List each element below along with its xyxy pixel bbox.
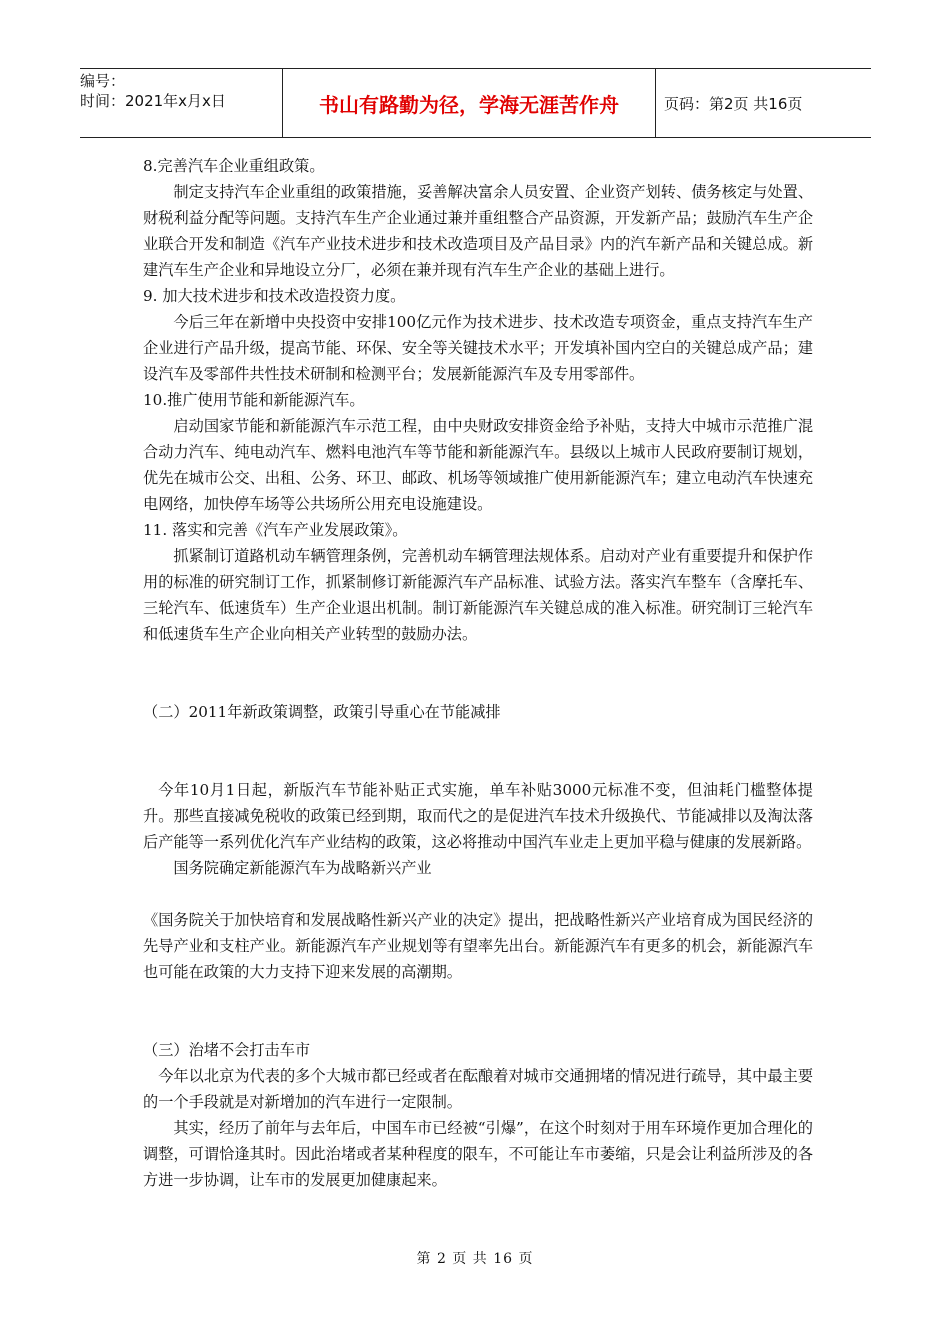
heading-8: 8.完善汽车企业重组政策。 [143, 157, 325, 175]
heading-11: 11. 落实和完善《汽车产业发展政策》。 [143, 521, 408, 539]
section-3-paragraph-1: 今年以北京为代表的多个大城市都已经或者在酝酿着对城市交通拥堵的情况进行疏导，其中最主要的一个手段就是对新增加的汽车进行一定限制。 [143, 1067, 813, 1111]
header-page-label: 页码：第2页 共16页 [664, 94, 803, 113]
header-motto: 书山有路勤为径，学海无涯苦作舟 [283, 69, 656, 137]
heading-9: 9. 加大技术进步和技术改造投资力度。 [143, 287, 406, 305]
section-2-subtitle: 国务院确定新能源汽车为战略新兴产业 [173, 859, 432, 877]
section-3-paragraph-2: 其实，经历了前年与去年后，中国车市已经被“引爆”，在这个时刻对于用车环境作更加合理化的调整，可谓恰逢其时。因此治堵或者某种程度的限车，不可能让车市萎缩，只是会让利益所涉及的各方进一步协调，让车市的发展更加健康起来。 [143, 1119, 813, 1189]
section-2-title: （二）2011年新政策调整，政策引导重心在节能减排 [143, 703, 501, 721]
header-meta [80, 69, 283, 137]
section-2-paragraph-1: 今年10月1日起，新版汽车节能补贴正式实施，单车补贴3000元标准不变，但油耗门槛整体提升。那些直接减免税收的政策已经到期，取而代之的是促进汽车技术升级换代、节能减排以及淘汰落后产能等一系列优化汽车产业结构的政策，这必将推动中国汽车业走上更加平稳与健康的发展新路。 [143, 781, 813, 851]
doc-date-label: 时间：2021年x月x日 [80, 92, 226, 110]
paragraph-11: 抓紧制订道路机动车辆管理条例，完善机动车辆管理法规体系。启动对产业有重要提升和保护作用的标准的研究制订工作，抓紧制修订新能源汽车产品标准、试验方法。落实汽车整车（含摩托车、三轮汽车、低速货车）生产企业退出机制。制订新能源汽车关键总成的准入标准。研究制订三轮汽车和低速货车生产企业向相关产业转型的鼓励办法。 [143, 547, 813, 643]
paragraph-10: 启动国家节能和新能源汽车示范工程，由中央财政安排资金给予补贴，支持大中城市示范推广混合动力汽车、纯电动汽车、燃料电池汽车等节能和新能源汽车。县级以上城市人民政府要制订规划，优先在城市公交、出租、公务、环卫、邮政、机场等领域推广使用新能源汽车；建立电动汽车快速充电网络，加快停车场等公共场所公用充电设施建设。 [143, 417, 813, 513]
section-2-paragraph-2: 《国务院关于加快培育和发展战略性新兴产业的决定》提出，把战略性新兴产业培育成为国民经济的先导产业和支柱产业。新能源汽车产业规划等有望率先出台。新能源汽车有更多的机会，新能源汽车也可能在政策的大力支持下迎来发展的高潮期。 [143, 911, 813, 981]
document-body [143, 153, 813, 1193]
section-3-title: （三）治堵不会打击车市 [143, 1041, 311, 1059]
page-header [80, 68, 871, 138]
doc-number-label: 编号： [80, 72, 126, 90]
heading-10: 10.推广使用节能和新能源汽车。 [143, 391, 365, 409]
page-footer: 第 2 页 共 16 页 [416, 1251, 534, 1267]
paragraph-9: 今后三年在新增中央投资中安排100亿元作为技术进步、技术改造专项资金，重点支持汽车生产企业进行产品升级，提高节能、环保、安全等关键技术水平；开发填补国内空白的关键总成产品；建设汽车及零部件共性技术研制和检测平台；发展新能源汽车及专用零部件。 [143, 313, 813, 383]
paragraph-8: 制定支持汽车企业重组的政策措施，妥善解决富余人员安置、企业资产划转、债务核定与处置、财税利益分配等问题。支持汽车生产企业通过兼并重组整合产品资源，开发新产品；鼓励汽车生产企业联合开发和制造《汽车产业技术进步和技术改造项目及产品目录》内的汽车新产品和关键总成。新建汽车生产企业和异地设立分厂，必须在兼并现有汽车生产企业的基础上进行。 [143, 183, 813, 279]
